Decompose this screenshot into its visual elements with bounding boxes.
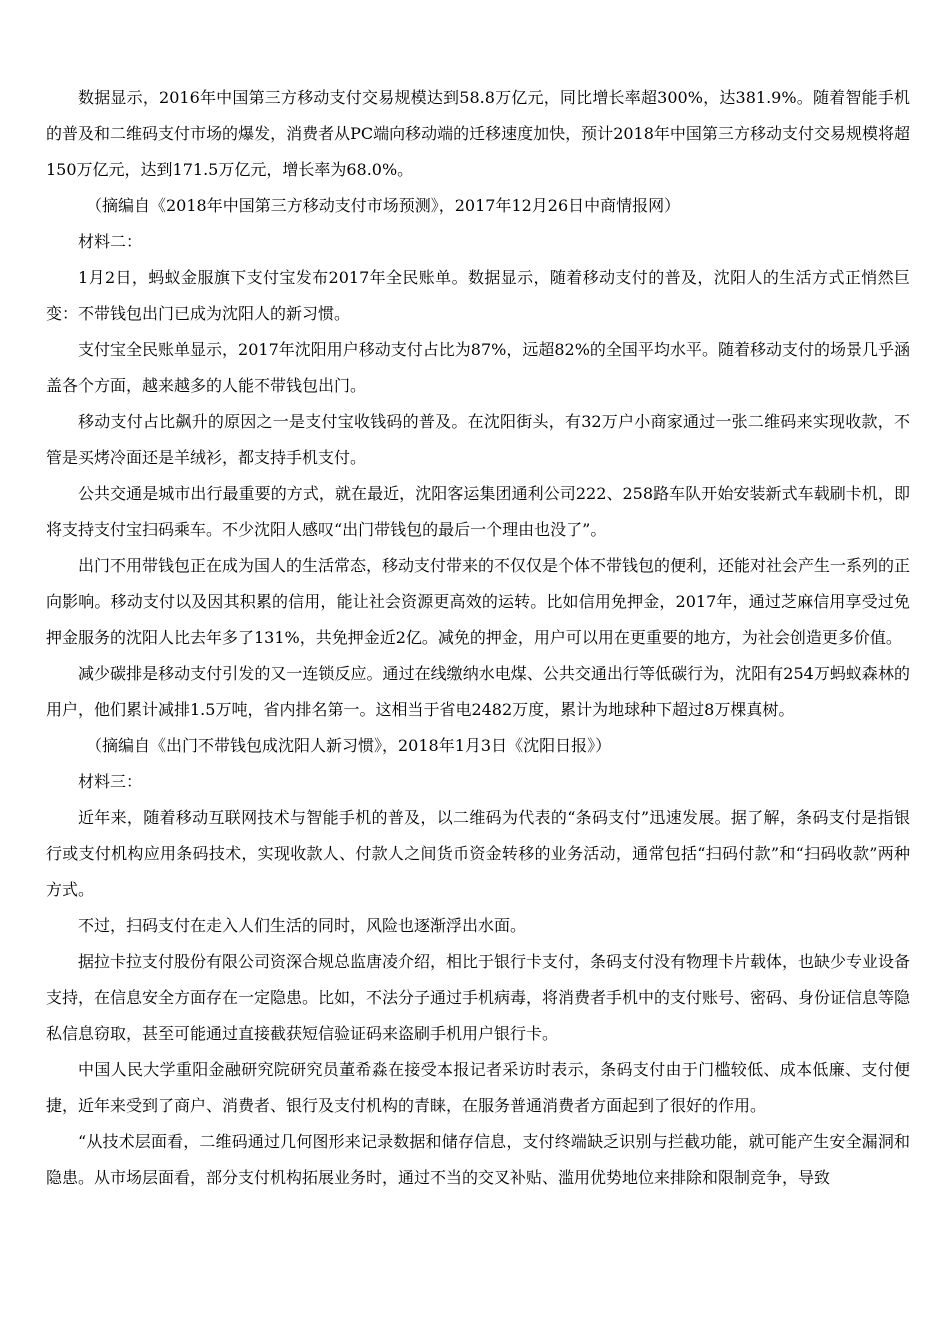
paragraph: 1月2日，蚂蚁金服旗下支付宝发布2017年全民账单。数据显示，随着移动支付的普及，沈阳人的生活方式正悄然巨变：不带钱包出门已成为沈阳人的新习惯。 [46,268,910,323]
paragraph: 近年来，随着移动互联网技术与智能手机的普及，以二维码为代表的“条码支付”迅速发展。据了解，条码支付是指银行或支付机构应用条码技术，实现收款人、付款人之间货币资金转移的业务活动，通常包括“扫码付款”和“扫码收款”两种方式。 [46,808,910,899]
paragraph: 减少碳排是移动支付引发的又一连锁反应。通过在线缴纳水电煤、公共交通出行等低碳行为，沈阳有254万蚂蚁森林的用户，他们累计减排1.5万吨，省内排名第一。这相当于省电2482万度，累计为地球种下超过8万棵真树。 [46,664,910,719]
source-citation-two: （摘编自《出门不带钱包成沈阳人新习惯》，2018年1月3日《沈阳日报》） [86,736,612,755]
paragraph: 支付宝全民账单显示，2017年沈阳用户移动支付占比为87%，远超82%的全国平均水平。随着移动支付的场景几乎涵盖各个方面，越来越多的人能不带钱包出门。 [46,340,910,395]
paragraph: 中国人民大学重阳金融研究院研究员董希淼在接受本报记者采访时表示，条码支付由于门槛较低、成本低廉、支付便捷，近年来受到了商户、消费者、银行及支付机构的青睐，在服务普通消费者方面起到了很好的作用。 [46,1060,910,1115]
source-citation-one: （摘编自《2018年中国第三方移动支付市场预测》，2017年12月26日中商情报网） [86,196,681,215]
paragraph: “从技术层面看，二维码通过几何图形来记录数据和储存信息，支付终端缺乏识别与拦截功能，就可能产生安全漏洞和隐患。从市场层面看，部分支付机构拓展业务时，通过不当的交叉补贴、滥用优势地位来排除和限制竞争，导致 [46,1132,910,1187]
paragraph: 公共交通是城市出行最重要的方式，就在最近，沈阳客运集团通利公司222、258路车队开始安装新式车载刷卡机，即将支持支付宝扫码乘车。不少沈阳人感叹“出门带钱包的最后一个理由也没了”。 [46,484,910,539]
section-label-material-two: 材料二： [78,232,143,251]
paragraph: 出门不用带钱包正在成为国人的生活常态，移动支付带来的不仅仅是个体不带钱包的便利，还能对社会产生一系列的正向影响。移动支付以及因其积累的信用，能让社会资源更高效的运转。比如信用免押金，2017年，通过芝麻信用享受过免押金服务的沈阳人比去年多了131%，共免押金近2亿。减免的押金，用户可以用在更重要的地方，为社会创造更多价值。 [46,556,911,647]
paragraph: 据拉卡拉支付股份有限公司资深合规总监唐凌介绍，相比于银行卡支付，条码支付没有物理卡片载体，也缺少专业设备支持，在信息安全方面存在一定隐患。比如，不法分子通过手机病毒，将消费者手机中的支付账号、密码、身份证信息等隐私信息窃取，甚至可能通过直接截获短信验证码来盗刷手机用户银行卡。 [46,952,911,1043]
paragraph-material-one: 数据显示，2016年中国第三方移动支付交易规模达到58.8万亿元，同比增长率超300%，达381.9%。随着智能手机的普及和二维码支付市场的爆发，消费者从PC端向移动端的迁移速度加快，预计2018年中国第三方移动支付交易规模将超150万亿元，达到171.5万亿元，增长率为68.0%。 [46,88,910,179]
paragraph: 移动支付占比飙升的原因之一是支付宝收钱码的普及。在沈阳街头，有32万户小商家通过一张二维码来实现收款，不管是买烤冷面还是羊绒衫，都支持手机支付。 [46,412,910,467]
section-label-material-three: 材料三： [78,772,143,791]
paragraph: 不过，扫码支付在走入人们生活的同时，风险也逐渐浮出水面。 [78,916,527,935]
